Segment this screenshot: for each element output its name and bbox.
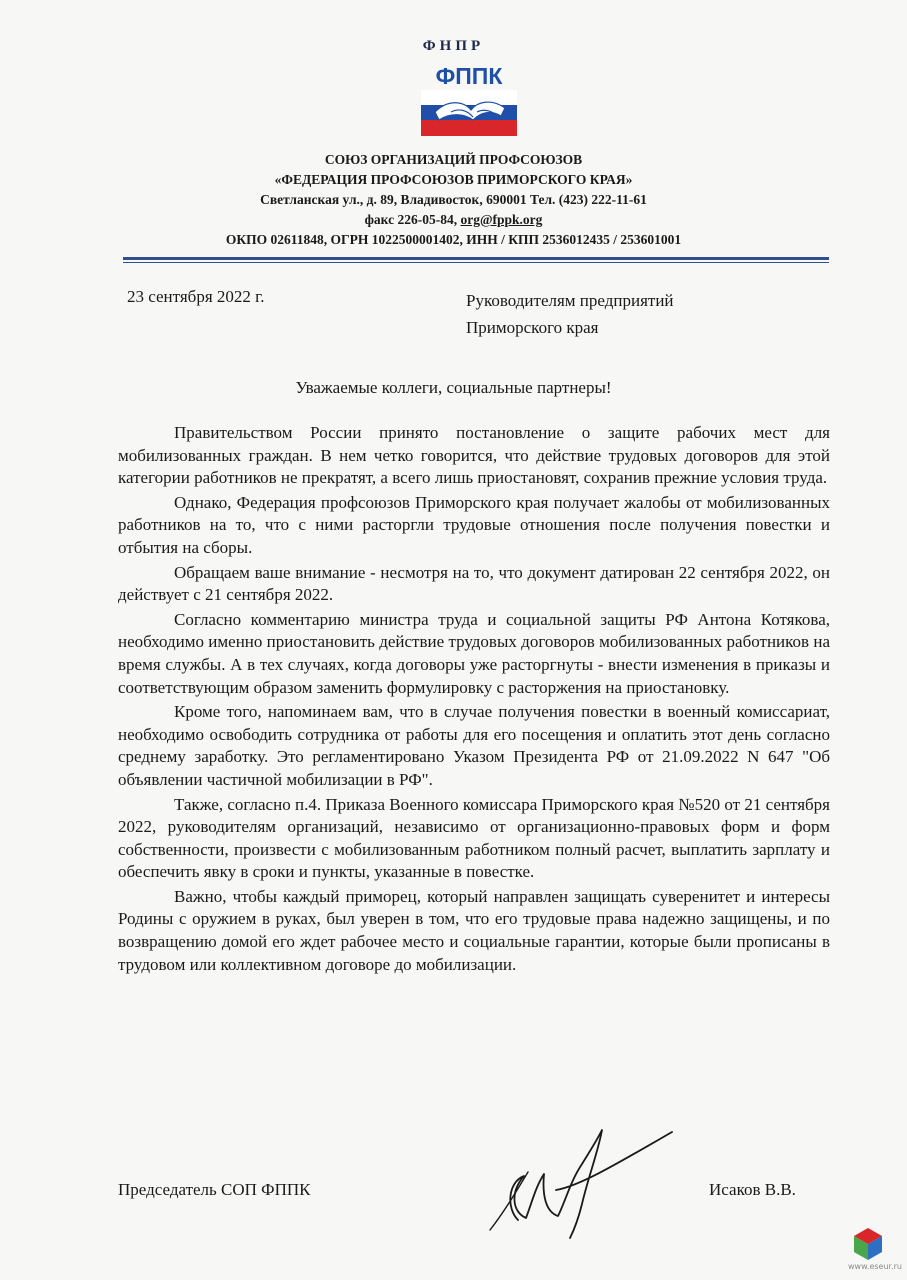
org-fax: факс 226-05-84, (364, 212, 458, 227)
letter-body (118, 422, 830, 978)
addressee-block (466, 287, 674, 341)
body-paragraph: Обращаем ваше внимание - несмотря на то, что документ датирован 22 сентября 2022, он действует с 21 сентября 2022. (118, 562, 830, 605)
org-codes: ОКПО 02611848, ОГРН 1022500001402, ИНН / КПП 2536012435 / 253601001 (225, 232, 682, 247)
organization-header (140, 150, 767, 250)
logo-text: ФППК (435, 63, 503, 89)
body-paragraph: Согласно комментарию министра труда и социальной защиты РФ Антона Котякова, необходимо именно приостановить действие трудовых договоров мобилизованных работников на время службы. А в тех случаях, когда договоры уже расторгнуты - внести изменения в приказы и соответствующим образом заменить формулировку с расторжения на приостановку. (118, 609, 830, 697)
body-paragraph: Кроме того, напоминаем вам, что в случае получения повестки в военный комиссариат, необходимо освободить сотрудника от работы для его посещения и оплатить этот день согласно среднему заработку. Это регламентировано Указом Президента РФ от 21.09.2022 N 647 "Об объявлении частичной мобилизации в РФ". (118, 702, 830, 789)
org-name-line1: СОЮЗ ОРГАНИЗАЦИЙ ПРОФСОЮЗОВ (324, 152, 583, 167)
letter-date: 23 сентября 2022 г. (127, 287, 265, 306)
watermark-site: www.eseur.ru (848, 1262, 902, 1271)
org-name-line2: «ФЕДЕРАЦИЯ ПРОФСОЮЗОВ ПРИМОРСКОГО КРАЯ» (274, 172, 633, 187)
body-paragraph: Также, согласно п.4. Приказа Военного комиссара Приморского края №520 от 21 сентября 2022, руководителям организаций, независимо от организационно-правовых форм и форм собственности, произвести с мобилизованным работником полный расчет, выплатить зарплату и обеспечить явку в сроки и пункты, указанные в повестке. (118, 794, 830, 882)
body-paragraph: Правительством России принято постановление о защите рабочих мест для мобилизованных граждан. В нем четко говорится, что действие трудовых договоров для этой категории работников не прекратят, а всего лишь приостановят, сохранив прежние условия труда. (118, 423, 830, 488)
fppk-logo (421, 62, 517, 136)
eseur-logo-icon (848, 1224, 888, 1264)
body-paragraph: Важно, чтобы каждый приморец, который направлен защищать суверенитет и интересы Родины с оружием в руках, был уверен в том, что его трудовые права надежно защищены, и по возвращению домой его ждет рабочее место и социальные гарантии, которые были прописаны в трудовом или коллективном договоре до мобилизации. (118, 886, 830, 974)
org-email-link[interactable]: org@fppk.org (460, 212, 543, 227)
header-divider-thin (123, 262, 829, 263)
fnpr-label: ФНПР (422, 38, 485, 54)
signatory-name: Исаков В.В. (709, 1180, 796, 1199)
letter-greeting: Уважаемые коллеги, социальные партнеры! (295, 378, 612, 397)
handwritten-signature (470, 1112, 680, 1242)
org-contacts (140, 210, 767, 230)
addressee-line-1: Руководителям предприятий (466, 291, 674, 310)
addressee-line-2: Приморского края (466, 318, 599, 337)
org-address: Светланская ул., д. 89, Владивосток, 690001 Тел. (423) 222-11-61 (260, 192, 647, 207)
header-divider-thick (123, 257, 829, 260)
signatory-role: Председатель СОП ФППК (118, 1180, 311, 1199)
body-paragraph: Однако, Федерация профсоюзов Приморского края получает жалобы от мобилизованных работников на то, что с ними расторгли трудовые отношения после получения повестки и отбытия на сборы. (118, 492, 830, 557)
